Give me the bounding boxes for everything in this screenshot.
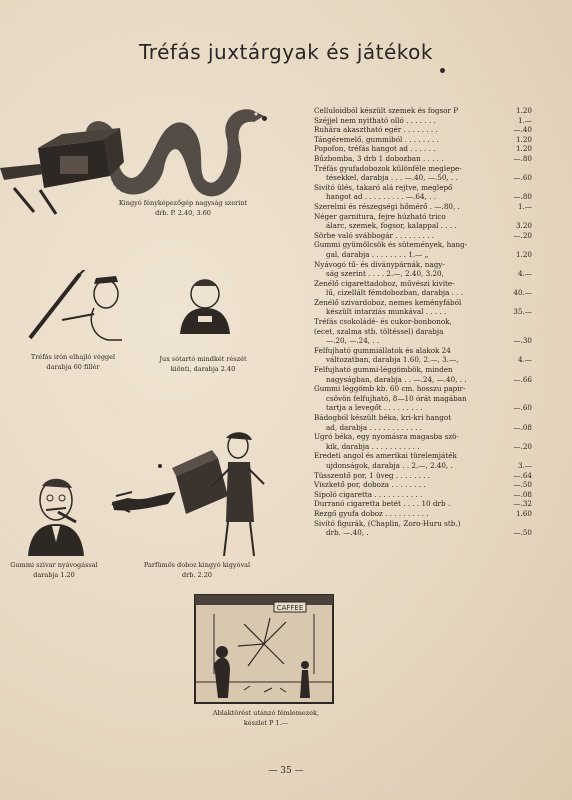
price-list-item bbox=[314, 403, 532, 413]
item-description: tésekkel, darabja . . . —.40, —.50, . . bbox=[326, 173, 458, 183]
caption-line: drb. P. 2.40, 3.60 bbox=[155, 209, 211, 217]
item-description: Rezgő gyufa doboz . . . . . . . . . . bbox=[314, 508, 429, 518]
item-price: —.50 bbox=[513, 480, 532, 490]
item-price: 3.— bbox=[517, 460, 532, 470]
item-price: —.60 bbox=[513, 173, 532, 183]
item-price: 1.20 bbox=[515, 106, 532, 115]
item-description: ujdonságok, darabja . . 2.—, 2.40, . bbox=[326, 460, 453, 470]
parfum-box-illustration bbox=[108, 432, 274, 558]
item-price: —.64 bbox=[513, 470, 532, 480]
item-description: Tüsszentő por, 1 üveg . . . . . . . . bbox=[314, 470, 431, 480]
price-list-item bbox=[314, 202, 532, 212]
item-description: Felfujható gummiállatok és alakok 24 bbox=[314, 345, 451, 355]
price-list-item bbox=[314, 394, 532, 404]
item-description: ság szerint . . . . 2.—, 2.40, 3.20, bbox=[326, 269, 444, 279]
price-list-item bbox=[314, 106, 532, 116]
caption-line: Parfümös doboz kingyó kigyóval bbox=[143, 561, 251, 569]
caption-line: Jux sótartó mindkét részét bbox=[159, 355, 247, 363]
price-list-item bbox=[314, 451, 532, 461]
price-list-item bbox=[314, 125, 532, 135]
item-description: gal, darabja . . . . . . . . 1.— „ bbox=[326, 249, 429, 259]
jux-sotarto-illustration bbox=[172, 278, 238, 338]
illustration-caption bbox=[108, 198, 258, 218]
item-description: Sipoló cigaretta . . . . . . . . . . . bbox=[314, 489, 423, 499]
price-list-item bbox=[314, 221, 532, 231]
item-price: 4.— bbox=[517, 355, 532, 365]
item-description: —.20, —.24, . . bbox=[326, 336, 380, 346]
item-description: hangot ad . . . . . . . . . —.64, . . bbox=[326, 192, 436, 202]
price-list-item bbox=[314, 212, 532, 222]
item-description: Popofon, tréfás hangot ad . . . . . . bbox=[314, 144, 436, 154]
item-price: —.08 bbox=[513, 422, 532, 432]
item-description: Zenélő cigarettadoboz, művészi kivite- bbox=[314, 278, 455, 288]
item-description: Szerelmi és részegségi hőmérő . —.80, . bbox=[314, 201, 460, 211]
price-list-item bbox=[314, 307, 532, 317]
item-price: 1.20 bbox=[515, 144, 532, 154]
item-description: Tréfás gyufadobozok különféle meglepe- bbox=[314, 163, 462, 173]
item-description: kik, darabja . . . . . . . . . . . bbox=[326, 441, 420, 451]
price-list-item bbox=[314, 375, 532, 385]
price-list-item bbox=[314, 355, 532, 365]
item-description: drb. —.40, . bbox=[326, 528, 369, 538]
price-list-item bbox=[314, 260, 532, 270]
price-list-item bbox=[314, 519, 532, 529]
price-list-item bbox=[314, 279, 532, 289]
price-list-item bbox=[314, 423, 532, 433]
item-price: —.08 bbox=[513, 489, 532, 499]
item-price: —.50 bbox=[513, 528, 532, 538]
price-list-item bbox=[314, 384, 532, 394]
illustration-caption bbox=[132, 560, 262, 580]
item-price: 35.— bbox=[513, 307, 532, 317]
item-price: 1.— bbox=[517, 115, 532, 125]
item-description: csövön felfujható, 8—10 órát magában bbox=[326, 393, 467, 403]
item-price: —.20 bbox=[513, 230, 532, 240]
caption-line: Tréfás irón elhajló véggel bbox=[30, 353, 116, 361]
item-description: ad, darabja . . . . . . . . . . . . bbox=[326, 422, 423, 432]
item-description: Eredeti angol és amerikai türelemjáték bbox=[314, 451, 457, 461]
window-plates-illustration bbox=[194, 594, 334, 704]
page-number: — 35 — bbox=[268, 766, 304, 776]
cigar-man-illustration bbox=[22, 476, 88, 558]
item-price: —.80 bbox=[513, 192, 532, 202]
illustration-caption bbox=[196, 708, 336, 728]
price-list-item bbox=[314, 116, 532, 126]
item-description: Celluloidból készült szemek és fogsor P bbox=[314, 106, 459, 115]
item-description: Sivító ülés, takaró alá rejtve, meglepő bbox=[314, 182, 453, 192]
caption-line: darabja 60 fillér bbox=[46, 363, 100, 371]
item-price: —.32 bbox=[513, 499, 532, 509]
price-list-item bbox=[314, 365, 532, 375]
item-description: Bádogból készült béka, kri-kri hangot bbox=[314, 413, 452, 422]
item-description: változatban, darabja 1.60, 2.—, 3.—, bbox=[326, 355, 459, 365]
item-description: Sivító figurák, (Chaplin, Zoro-Huru stb.) bbox=[314, 518, 461, 528]
price-list-item bbox=[314, 135, 532, 145]
item-description: Tángéremelő, gummiból . . . . . . . . bbox=[314, 134, 439, 144]
item-description: készült intarziás munkával . . . . . bbox=[326, 307, 447, 317]
item-description: Néger garnitura, fejre húzható trico bbox=[314, 211, 446, 221]
item-description: (ecet, szalma stb. töltéssel) darabja bbox=[314, 326, 444, 336]
price-list-item bbox=[314, 250, 532, 260]
item-price: 1.20 bbox=[515, 249, 532, 259]
price-list-item bbox=[314, 480, 532, 490]
price-list-item bbox=[314, 413, 532, 423]
price-list-item bbox=[314, 298, 532, 308]
item-description: Bűzbomba, 3 drb 1 dobozban . . . . . bbox=[314, 153, 444, 163]
illustration-caption bbox=[4, 560, 104, 580]
caption-line: Kingyó fényképezőgép nagyság szerint bbox=[118, 199, 248, 207]
price-list-item bbox=[314, 509, 532, 519]
item-description: Zenélő szivardoboz, nemes keményfából bbox=[314, 297, 462, 307]
pencil-writer-illustration bbox=[22, 270, 122, 345]
price-list bbox=[314, 106, 532, 538]
price-list-item bbox=[314, 144, 532, 154]
price-list-item bbox=[314, 183, 532, 193]
price-list-item bbox=[314, 336, 532, 346]
item-price: 1.— bbox=[517, 201, 532, 211]
illustration-caption bbox=[18, 352, 128, 372]
price-list-item bbox=[314, 432, 532, 442]
item-price: 1.20 bbox=[515, 134, 532, 144]
print-dot bbox=[440, 68, 445, 73]
item-price: 3.20 bbox=[515, 221, 532, 231]
item-price: —.60 bbox=[513, 403, 532, 413]
item-description: Felfujható gummi-léggömbök, minden bbox=[314, 365, 453, 375]
item-price: —.80 bbox=[513, 153, 532, 163]
item-price: —.66 bbox=[513, 374, 532, 384]
caption-line: készlet P 1.— bbox=[243, 719, 289, 727]
item-description: Gummi gyümölcsök és sütemények, hang- bbox=[314, 240, 468, 250]
price-list-item bbox=[314, 269, 532, 279]
price-list-item bbox=[314, 192, 532, 202]
item-price: —.20 bbox=[513, 441, 532, 451]
item-description: Ruhára akasztható egér . . . . . . . . bbox=[314, 125, 438, 135]
item-description: nagyságban, darabja . . —.24, —.40, . . bbox=[326, 374, 467, 384]
price-list-item bbox=[314, 164, 532, 174]
item-description: Viszkető por, doboza . . . . . . . . bbox=[314, 480, 426, 490]
item-description: álarc, szemek, fogsor, kalappal . . . . bbox=[326, 221, 457, 231]
item-description: Durranó cigaretta betét . . . . 10 drb . bbox=[314, 499, 451, 509]
price-list-item bbox=[314, 442, 532, 452]
price-list-item bbox=[314, 346, 532, 356]
item-description: tartja a levegőt . . . . . . . . . bbox=[326, 403, 423, 413]
page-title: Tréfás juxtárgyak és játékok bbox=[139, 40, 433, 64]
price-list-item bbox=[314, 154, 532, 164]
price-list-item bbox=[314, 461, 532, 471]
item-description: Gummi léggömb kb. 60 cm. hosszu papir- bbox=[314, 384, 466, 394]
item-description: Sörbe való svábbogár . . . . . . . . . bbox=[314, 230, 435, 240]
item-description: lű, cizellált fémdobozban, darabja . . . bbox=[326, 288, 464, 298]
item-price: 1.60 bbox=[515, 508, 532, 518]
item-description: Nyávogó tű- és diványpárnák, nagy- bbox=[314, 259, 445, 269]
caption-line: Gummi szivar nyávogással bbox=[10, 561, 98, 569]
item-price: 40.— bbox=[513, 288, 532, 298]
caption-line: drb. 2.20 bbox=[181, 571, 213, 579]
item-description: Széjjel nem nyitható olló . . . . . . . bbox=[314, 115, 436, 125]
caption-line: Ablaktörést utánzó fémlemezek, bbox=[212, 709, 320, 717]
price-list-item bbox=[314, 499, 532, 509]
item-description: Tréfás csokoládé- és cukor-bonbonok, bbox=[314, 317, 452, 327]
price-list-item bbox=[314, 471, 532, 481]
price-list-item bbox=[314, 528, 532, 538]
item-description: Ugró béka, egy nyomásra magasba szö- bbox=[314, 432, 459, 442]
price-list-item bbox=[314, 327, 532, 337]
price-list-item bbox=[314, 288, 532, 298]
price-list-item bbox=[314, 490, 532, 500]
illustration-caption bbox=[148, 354, 258, 374]
caption-line: kiönti, darabja 2.40 bbox=[170, 365, 236, 373]
item-price: 4.— bbox=[517, 269, 532, 279]
item-price: —.40 bbox=[513, 125, 532, 135]
caption-line: darabja 1.20 bbox=[33, 571, 75, 579]
price-list-item bbox=[314, 173, 532, 183]
cafe-sign: CAFFEE bbox=[276, 604, 304, 612]
price-list-item bbox=[314, 231, 532, 241]
price-list-item bbox=[314, 317, 532, 327]
item-price: —.30 bbox=[513, 336, 532, 346]
price-list-item bbox=[314, 240, 532, 250]
